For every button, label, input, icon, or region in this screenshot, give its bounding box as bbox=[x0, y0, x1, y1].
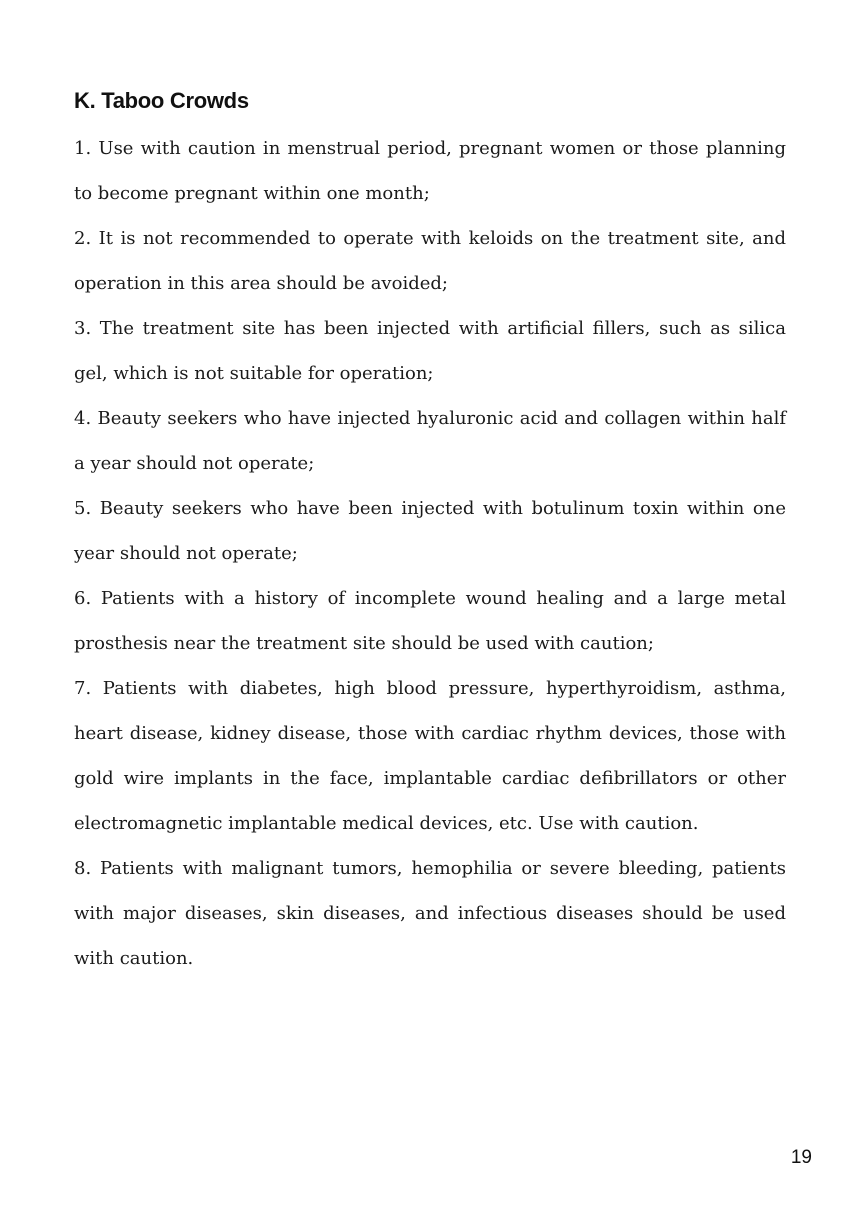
list-item: 8. Patients with malignant tumors, hemophilia or severe bleeding, patients with major diseases, skin diseases, and infectious diseases should be used with caution. bbox=[74, 858, 786, 969]
list-item: 2. It is not recommended to operate with keloids on the treatment site, and operation in this area should be avoided; bbox=[74, 228, 786, 294]
list-item: 3. The treatment site has been injected with artificial fillers, such as silica gel, which is not suitable for operation; bbox=[74, 318, 786, 384]
list-item: 7. Patients with diabetes, high blood pressure, hyperthyroidism, asthma, heart disease, kidney disease, those with cardiac rhythm devices, those with gold wire implants in the face, implantable cardiac defibrillators or other electromagnetic implantable medical devices, etc. Use with caution. bbox=[74, 678, 786, 834]
list-item: 1. Use with caution in menstrual period, pregnant women or those planning to become pregnant within one month; bbox=[74, 138, 786, 204]
taboo-list bbox=[74, 126, 786, 981]
list-item: 4. Beauty seekers who have injected hyaluronic acid and collagen within half a year should not operate; bbox=[74, 408, 786, 474]
section-heading: K. Taboo Crowds bbox=[74, 88, 249, 113]
list-item: 5. Beauty seekers who have been injected with botulinum toxin within one year should not operate; bbox=[74, 498, 786, 564]
list-item: 6. Patients with a history of incomplete wound healing and a large metal prosthesis near the treatment site should be used with caution; bbox=[74, 588, 786, 654]
page-number: 19 bbox=[790, 1147, 812, 1168]
